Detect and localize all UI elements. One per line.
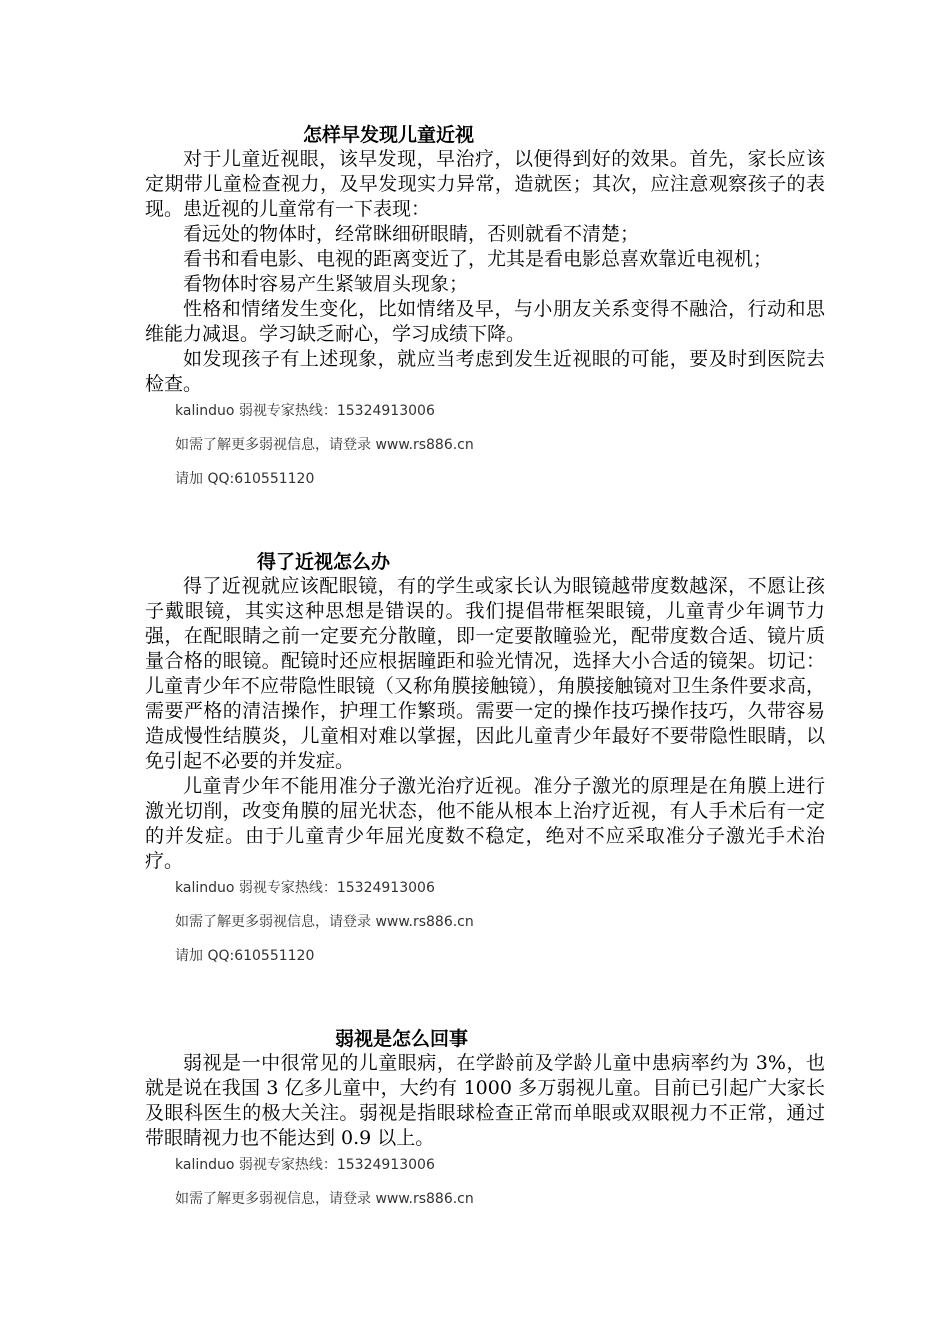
section-early-detection (145, 123, 825, 488)
paragraph: 看远处的物体时，经常眯细研眼睛，否则就看不清楚； (183, 223, 640, 245)
section-title: 得了近视怎么办 (257, 551, 391, 573)
section-body (145, 1051, 825, 1151)
hotline-text: kalinduo 弱视专家热线：15324913006 (175, 1157, 435, 1173)
section-what-to-do (145, 550, 825, 965)
section-body (145, 147, 825, 397)
section-body (145, 574, 825, 874)
contact-block (145, 879, 825, 965)
contact-block (145, 1156, 825, 1208)
website-text: 如需了解更多弱视信息，请登录 www.rs886.cn (175, 1191, 474, 1207)
paragraph: 儿童青少年不能用准分子激光治疗近视。准分子激光的原理是在角膜上进行激光切削，改变角膜的屈光状态，他不能从根本上治疗近视，有人手术后有一定的并发症。由于儿童青少年屈光度数不稳定，绝对不应采取准分子激光手术治疗。 (145, 775, 825, 872)
paragraph: 性格和情绪发生变化，比如情绪及早，与小朋友关系变得不融洽，行动和思维能力减退。学习缺乏耐心，学习成绩下降。 (145, 298, 825, 345)
paragraph: 弱视是一中很常见的儿童眼病，在学龄前及学龄儿童中患病率约为 3%，也就是说在我国 3 亿多儿童中，大约有 1000 多万弱视儿童。目前已引起广大家长及眼科医生的极大关注。弱视是指眼球检查正常而单眼或双眼视力不正常，通过带眼睛视力也不能达到 0.9 以上。 (145, 1052, 825, 1149)
paragraph: 如发现孩子有上述现象，就应当考虑到发生近视眼的可能，要及时到医院去检查。 (145, 348, 825, 395)
paragraph: 看书和看电影、电视的距离变近了，尤其是看电影总喜欢靠近电视机； (183, 248, 773, 270)
hotline-text: kalinduo 弱视专家热线：15324913006 (175, 403, 435, 419)
website-text: 如需了解更多弱视信息，请登录 www.rs886.cn (175, 437, 474, 453)
section-title: 弱视是怎么回事 (335, 1028, 469, 1050)
qq-text: 请加 QQ:610551120 (175, 471, 315, 487)
hotline-text: kalinduo 弱视专家热线：15324913006 (175, 880, 435, 896)
contact-block (145, 402, 825, 488)
paragraph: 得了近视就应该配眼镜，有的学生或家长认为眼镜越带度数越深，不愿让孩子戴眼镜，其实这种思想是错误的。我们提倡带框架眼镜，儿童青少年调节力强，在配眼睛之前一定要充分散瞳，即一定要散瞳验光，配带度数合适、镜片质量合格的眼镜。配镜时还应根据瞳距和验光情况，选择大小合适的镜架。切记：儿童青少年不应带隐性眼镜（又称角膜接触镜），角膜接触镜对卫生条件要求高，需要严格的清洁操作，护理工作繁琐。需要一定的操作技巧操作技巧，久带容易造成慢性结膜炎，儿童相对难以掌握，因此儿童青少年最好不要带隐性眼睛，以免引起不必要的并发症。 (145, 575, 825, 772)
website-text: 如需了解更多弱视信息，请登录 www.rs886.cn (175, 914, 474, 930)
paragraph: 看物体时容易产生紧皱眉头现象； (183, 273, 469, 295)
section-amblyopia (145, 1027, 825, 1208)
qq-text: 请加 QQ:610551120 (175, 948, 315, 964)
section-title: 怎样早发现儿童近视 (303, 124, 475, 146)
paragraph: 对于儿童近视眼，该早发现，早治疗，以便得到好的效果。首先，家长应该定期带儿童检查视力，及早发现实力异常，造就医；其次，应注意观察孩子的表现。患近视的儿童常有一下表现： (145, 148, 825, 220)
